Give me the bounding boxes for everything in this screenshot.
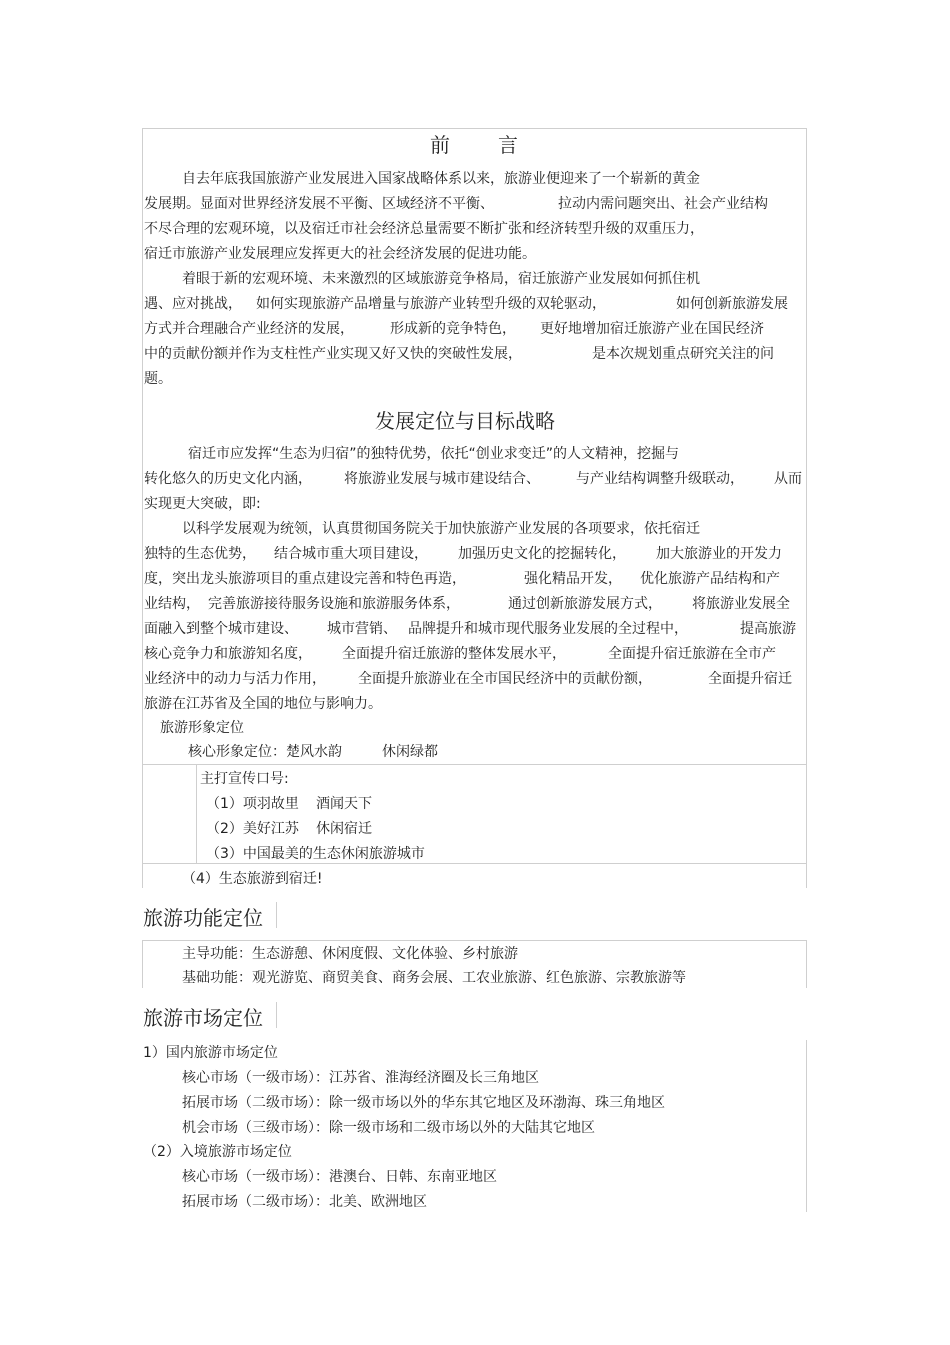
strategy-line: 加大旅游业的开发力	[656, 546, 782, 562]
strategy-line: 旅游在江苏省及全国的地位与影响力。	[144, 696, 382, 712]
preface-line: 中的贡献份额并作为支柱性产业实现又好又快的突破性发展，	[144, 346, 522, 362]
strategy-line: 宿迁市应发挥“生态为归宿”的独特优势，依托“创业求变迁”的人文精神，挖掘与	[188, 446, 680, 462]
strategy-line: 通过创新旅游发展方式，	[508, 596, 662, 612]
strategy-line: 城市营销、	[327, 621, 397, 637]
strategy-line: 业经济中的动力与活力作用，	[144, 671, 326, 687]
strategy-line: 面融入到整个城市建设、	[144, 621, 298, 637]
preface-line: 不尽合理的宏观环境，以及宿迁市社会经济总量需要不断扩张和经济转型升级的双重压力，	[144, 221, 704, 237]
strategy-line: 核心竞争力和旅游知名度，	[144, 646, 312, 662]
strategy-line: 强化精品开发，	[524, 571, 622, 587]
strategy-line: 提高旅游	[740, 621, 796, 637]
strategy-line: 全面提升旅游业在全市国民经济中的贡献份额，	[358, 671, 652, 687]
strategy-line: 加强历史文化的挖掘转化，	[458, 546, 626, 562]
image-heading: 旅游形象定位	[160, 720, 244, 736]
base-function: 基础功能：观光游览、商贸美食、商务会展、工农业旅游、红色旅游、宗教旅游等	[182, 970, 686, 986]
inbound-market: 核心市场（一级市场）：港澳台、日韩、东南亚地区	[182, 1169, 497, 1185]
strategy-title: 发展定位与目标战略	[375, 409, 555, 433]
strategy-line: 独特的生态优势，	[144, 546, 256, 562]
preface-line: 如何实现旅游产品增量与旅游产业转型升级的双轮驱动，	[256, 296, 606, 312]
slogan-item: （1）项羽故里	[206, 796, 299, 812]
right-border	[806, 940, 807, 988]
slogan-item: 酒闻天下	[316, 796, 372, 812]
right-border	[806, 128, 807, 888]
preface-line: 拉动内需问题突出、社会产业结构	[558, 196, 768, 212]
preface-line: 题。	[144, 371, 172, 387]
strategy-line: 以科学发展观为统领，认真贯彻国务院关于加快旅游产业发展的各项要求，依托宿迁	[182, 521, 700, 537]
slogan-item: （2）美好江苏	[206, 821, 299, 837]
slogan-heading: 主打宣传口号:	[200, 771, 289, 787]
slogan-item: （3）中国最美的生态休闲旅游城市	[206, 846, 425, 862]
preface-line: 是本次规划重点研究关注的问	[592, 346, 774, 362]
left-border	[142, 128, 143, 888]
inbound-heading: （2）入境旅游市场定位	[143, 1144, 292, 1160]
strategy-line: 全面提升宿迁	[708, 671, 792, 687]
preface-line: 方式并合理融合产业经济的发展，	[144, 321, 354, 337]
strategy-line: 度，突出龙头旅游项目的重点建设完善和特色再造，	[144, 571, 466, 587]
slogan-left-border	[196, 764, 197, 864]
function-title: 旅游功能定位	[143, 906, 263, 930]
preface-line: 如何创新旅游发展	[676, 296, 788, 312]
left-border	[142, 940, 143, 988]
preface-line: 自去年底我国旅游产业发展进入国家战略体系以来，旅游业便迎来了一个崭新的黄金	[182, 171, 700, 187]
core-image-value: 休闲绿都	[382, 744, 438, 760]
strategy-line: 转化悠久的历史文化内涵，	[144, 471, 312, 487]
heading-marker	[276, 902, 277, 928]
core-image-label: 核心形象定位：楚风水韵	[188, 744, 342, 760]
slogan-item: （4）生态旅游到宿迁!	[182, 871, 323, 887]
inbound-market: 拓展市场（二级市场）：北美、欧洲地区	[182, 1194, 427, 1210]
strategy-line: 从而	[774, 471, 802, 487]
top-border	[142, 128, 807, 129]
strategy-line: 完善旅游接待服务设施和旅游服务体系，	[208, 596, 460, 612]
strategy-line: 全面提升宿迁旅游的整体发展水平，	[342, 646, 566, 662]
strategy-line: 将旅游业发展全	[692, 596, 790, 612]
strategy-line: 业结构，	[144, 596, 200, 612]
strategy-line: 品牌提升和城市现代服务业发展的全过程中，	[408, 621, 688, 637]
market-title: 旅游市场定位	[143, 1006, 263, 1030]
preface-line: 着眼于新的宏观环境、未来激烈的区域旅游竞争格局，宿迁旅游产业发展如何抓住机	[182, 271, 700, 287]
preface-line: 宿迁市旅游产业发展理应发挥更大的社会经济发展的促进功能。	[144, 246, 536, 262]
divider	[142, 940, 807, 941]
preface-line: 遇、应对挑战，	[144, 296, 242, 312]
domestic-market: 拓展市场（二级市场）：除一级市场以外的华东其它地区及环渤海、珠三角地区	[182, 1095, 665, 1111]
strategy-line: 优化旅游产品结构和产	[640, 571, 780, 587]
domestic-market: 核心市场（一级市场）：江苏省、淮海经济圈及长三角地区	[182, 1070, 539, 1086]
preface-line: 形成新的竞争特色，	[390, 321, 516, 337]
strategy-line: 全面提升宿迁旅游在全市产	[608, 646, 776, 662]
strategy-line: 结合城市重大项目建设，	[274, 546, 428, 562]
strategy-line: 实现更大突破，即:	[144, 496, 261, 512]
divider	[142, 764, 807, 765]
domestic-market: 机会市场（三级市场）：除一级市场和二级市场以外的大陆其它地区	[182, 1120, 595, 1136]
slogan-item: 休闲宿迁	[316, 821, 372, 837]
preface-title-left: 前	[430, 133, 451, 157]
main-function: 主导功能：生态游憩、休闲度假、文化体验、乡村旅游	[182, 946, 518, 962]
preface-line: 更好地增加宿迁旅游产业在国民经济	[540, 321, 764, 337]
strategy-line: 将旅游业发展与城市建设结合、	[344, 471, 540, 487]
domestic-heading: 1）国内旅游市场定位	[143, 1045, 278, 1061]
right-border	[806, 1040, 807, 1212]
preface-title-right: 言	[498, 133, 519, 157]
preface-line: 发展期。显面对世界经济发展不平衡、区域经济不平衡、	[144, 196, 494, 212]
divider	[142, 863, 807, 864]
heading-marker	[276, 1002, 277, 1028]
strategy-line: 与产业结构调整升级联动，	[576, 471, 744, 487]
